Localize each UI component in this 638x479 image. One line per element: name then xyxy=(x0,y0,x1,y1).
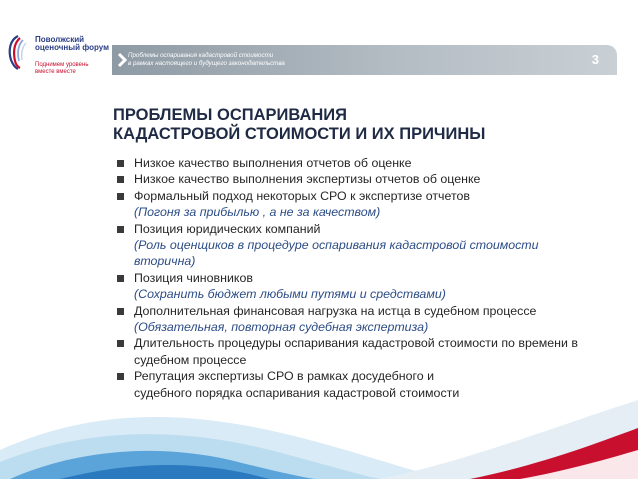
list-item-text: судебном процессе xyxy=(134,352,247,367)
logo-name-line: оценочный форум xyxy=(35,43,110,52)
list-item-text: судебного порядка оспаривания кадастровой стоимости xyxy=(134,385,460,400)
list-item xyxy=(115,155,615,171)
square-bullet-icon xyxy=(117,340,124,347)
slide-header-bar xyxy=(112,45,617,75)
logo-name-line: Поволжский xyxy=(35,35,85,44)
list-item-text: Дополнительная финансовая нагрузка на истца в судебном процессе xyxy=(134,303,537,318)
slide-title-line: КАДАСТРОВОЙ СТОИМОСТИ И ИХ ПРИЧИНЫ xyxy=(113,125,486,143)
slide-title xyxy=(113,106,485,144)
decorative-wave xyxy=(0,380,638,479)
square-bullet-icon xyxy=(117,193,124,200)
logo-slogan xyxy=(35,62,103,75)
chevron-right-icon xyxy=(116,51,128,69)
list-item-text: Формальный подход некоторых СРО к экспертизе отчетов xyxy=(134,188,470,203)
logo-slogan-line: Поднимем уровень xyxy=(35,62,89,68)
list-item xyxy=(115,188,615,221)
square-bullet-icon xyxy=(117,226,124,233)
slide-title-line: ПРОБЛЕМЫ ОСПАРИВАНИЯ xyxy=(113,106,348,124)
list-item-note: (Роль оценщиков в процедуре оспаривания кадастровой стоимости xyxy=(134,238,539,253)
square-bullet-icon xyxy=(117,275,124,282)
list-item-text: Позиция юридических компаний xyxy=(134,221,321,236)
list-item-text: Низкое качество выполнения отчетов об оценке xyxy=(134,156,412,170)
list-item-note: (Погоня за прибылью , а не за качеством) xyxy=(134,205,381,220)
logo-slogan-line: вместе вместе xyxy=(35,68,76,75)
square-bullet-icon xyxy=(117,308,124,315)
list-item-text: Позиция чиновников xyxy=(134,270,253,285)
list-item xyxy=(115,303,615,336)
list-item xyxy=(115,335,615,368)
list-item-text: Репутация экспертизы СРО в рамках досудебного и xyxy=(134,369,435,384)
list-item-text: Длительность процедуры оспаривания кадастровой стоимости по времени в xyxy=(134,336,578,351)
square-bullet-icon xyxy=(117,160,124,167)
header-subtitle-line: Проблемы оспаривания кадастровой стоимости xyxy=(128,52,274,59)
reasons-list xyxy=(115,155,615,401)
header-subtitle-line: в рамках настоящего и будущего законодательства xyxy=(128,60,285,67)
list-item-note: (Обязательная, повторная судебная экспертиза) xyxy=(134,320,429,335)
list-item-note: вторична) xyxy=(134,254,196,269)
square-bullet-icon xyxy=(117,176,124,183)
logo-emblem-icon xyxy=(5,34,31,70)
list-item xyxy=(115,171,615,187)
page-number: 3 xyxy=(591,52,599,67)
list-item xyxy=(115,221,615,270)
forum-logo xyxy=(5,28,110,96)
logo-name xyxy=(35,35,110,52)
list-item xyxy=(115,270,615,303)
list-item-text: Низкое качество выполнения экспертизы отчетов об оценке xyxy=(134,172,481,187)
header-subtitle xyxy=(128,52,285,68)
list-item-note: (Сохранить бюджет любыми путями и средствами) xyxy=(134,287,446,302)
